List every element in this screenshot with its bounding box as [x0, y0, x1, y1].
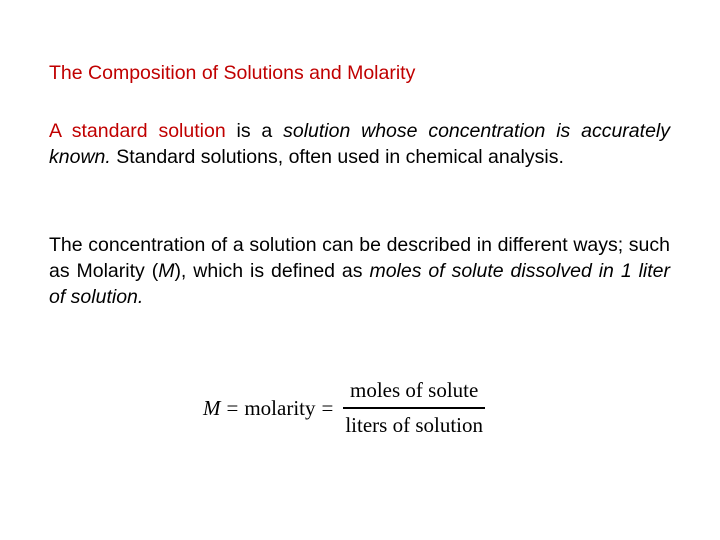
definition-paragraph: [49, 118, 670, 170]
formula-word: molarity: [244, 395, 316, 420]
molarity-definition: moles of solute dissolved in 1 liter of solution.: [49, 260, 671, 308]
para1-text-2: Standard solutions, often used in chemical analysis.: [110, 146, 564, 168]
para1-text-1: is a: [225, 120, 284, 142]
formula-fraction: [343, 378, 485, 438]
standard-solution-term: A standard solution: [49, 120, 226, 142]
molarity-formula: [203, 374, 485, 442]
formula-symbol: M: [203, 395, 221, 420]
molarity-paragraph: [49, 232, 670, 310]
formula-denominator: liters of solution: [345, 412, 484, 437]
formula-numerator: moles of solute: [350, 378, 479, 403]
para2-text-1: The concentration of a solution can be described in different ways; such as Molarity (: [49, 234, 670, 282]
para2-text-2: ), which is defined as: [174, 260, 370, 282]
para1-italic-definition: solution whose concentration is accurately known.: [49, 120, 670, 168]
formula-equals-2: =: [321, 395, 334, 420]
slide-title: The Composition of Solutions and Molarity: [49, 62, 416, 84]
molarity-symbol: M: [158, 260, 175, 282]
formula-equals-1: =: [226, 395, 239, 420]
